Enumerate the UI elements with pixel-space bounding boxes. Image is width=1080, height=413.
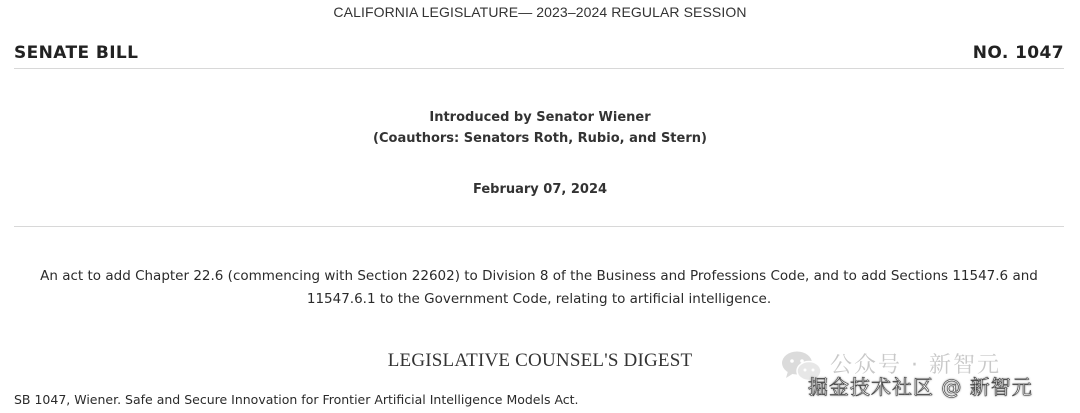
act-description: An act to add Chapter 22.6 (commencing with Section 22602) to Division 8 of the Business and Professions Code, and to add Sections 11547.6 and 11547.6.1 to the Government Code, relating to artificial intelligence. (40, 268, 1038, 307)
divider-middle (14, 226, 1064, 227)
introduced-by: Introduced by Senator Wiener (429, 110, 651, 125)
bill-type: SENATE BILL (14, 43, 139, 63)
bill-number: NO. 1047 (972, 43, 1064, 63)
bill-title-row (14, 43, 1064, 63)
introduction-date: February 07, 2024 (472, 182, 608, 197)
digest-title: LEGISLATIVE COUNSEL'S DIGEST (387, 350, 693, 371)
session-header: CALIFORNIA LEGISLATURE— 2023–2024 REGULAR SESSION (333, 4, 747, 20)
watermark-line-1: 公众号 · 新智元 (830, 353, 1001, 378)
divider-top (14, 68, 1064, 69)
coauthors: (Coauthors: Senators Roth, Rubio, and Stern) (373, 131, 707, 146)
digest-summary-line: SB 1047, Wiener. Safe and Secure Innovation for Frontier Artificial Intelligence Models Act. (14, 392, 579, 407)
watermark-line-2: 掘金技术社区 @ 新智元 (808, 375, 1033, 399)
